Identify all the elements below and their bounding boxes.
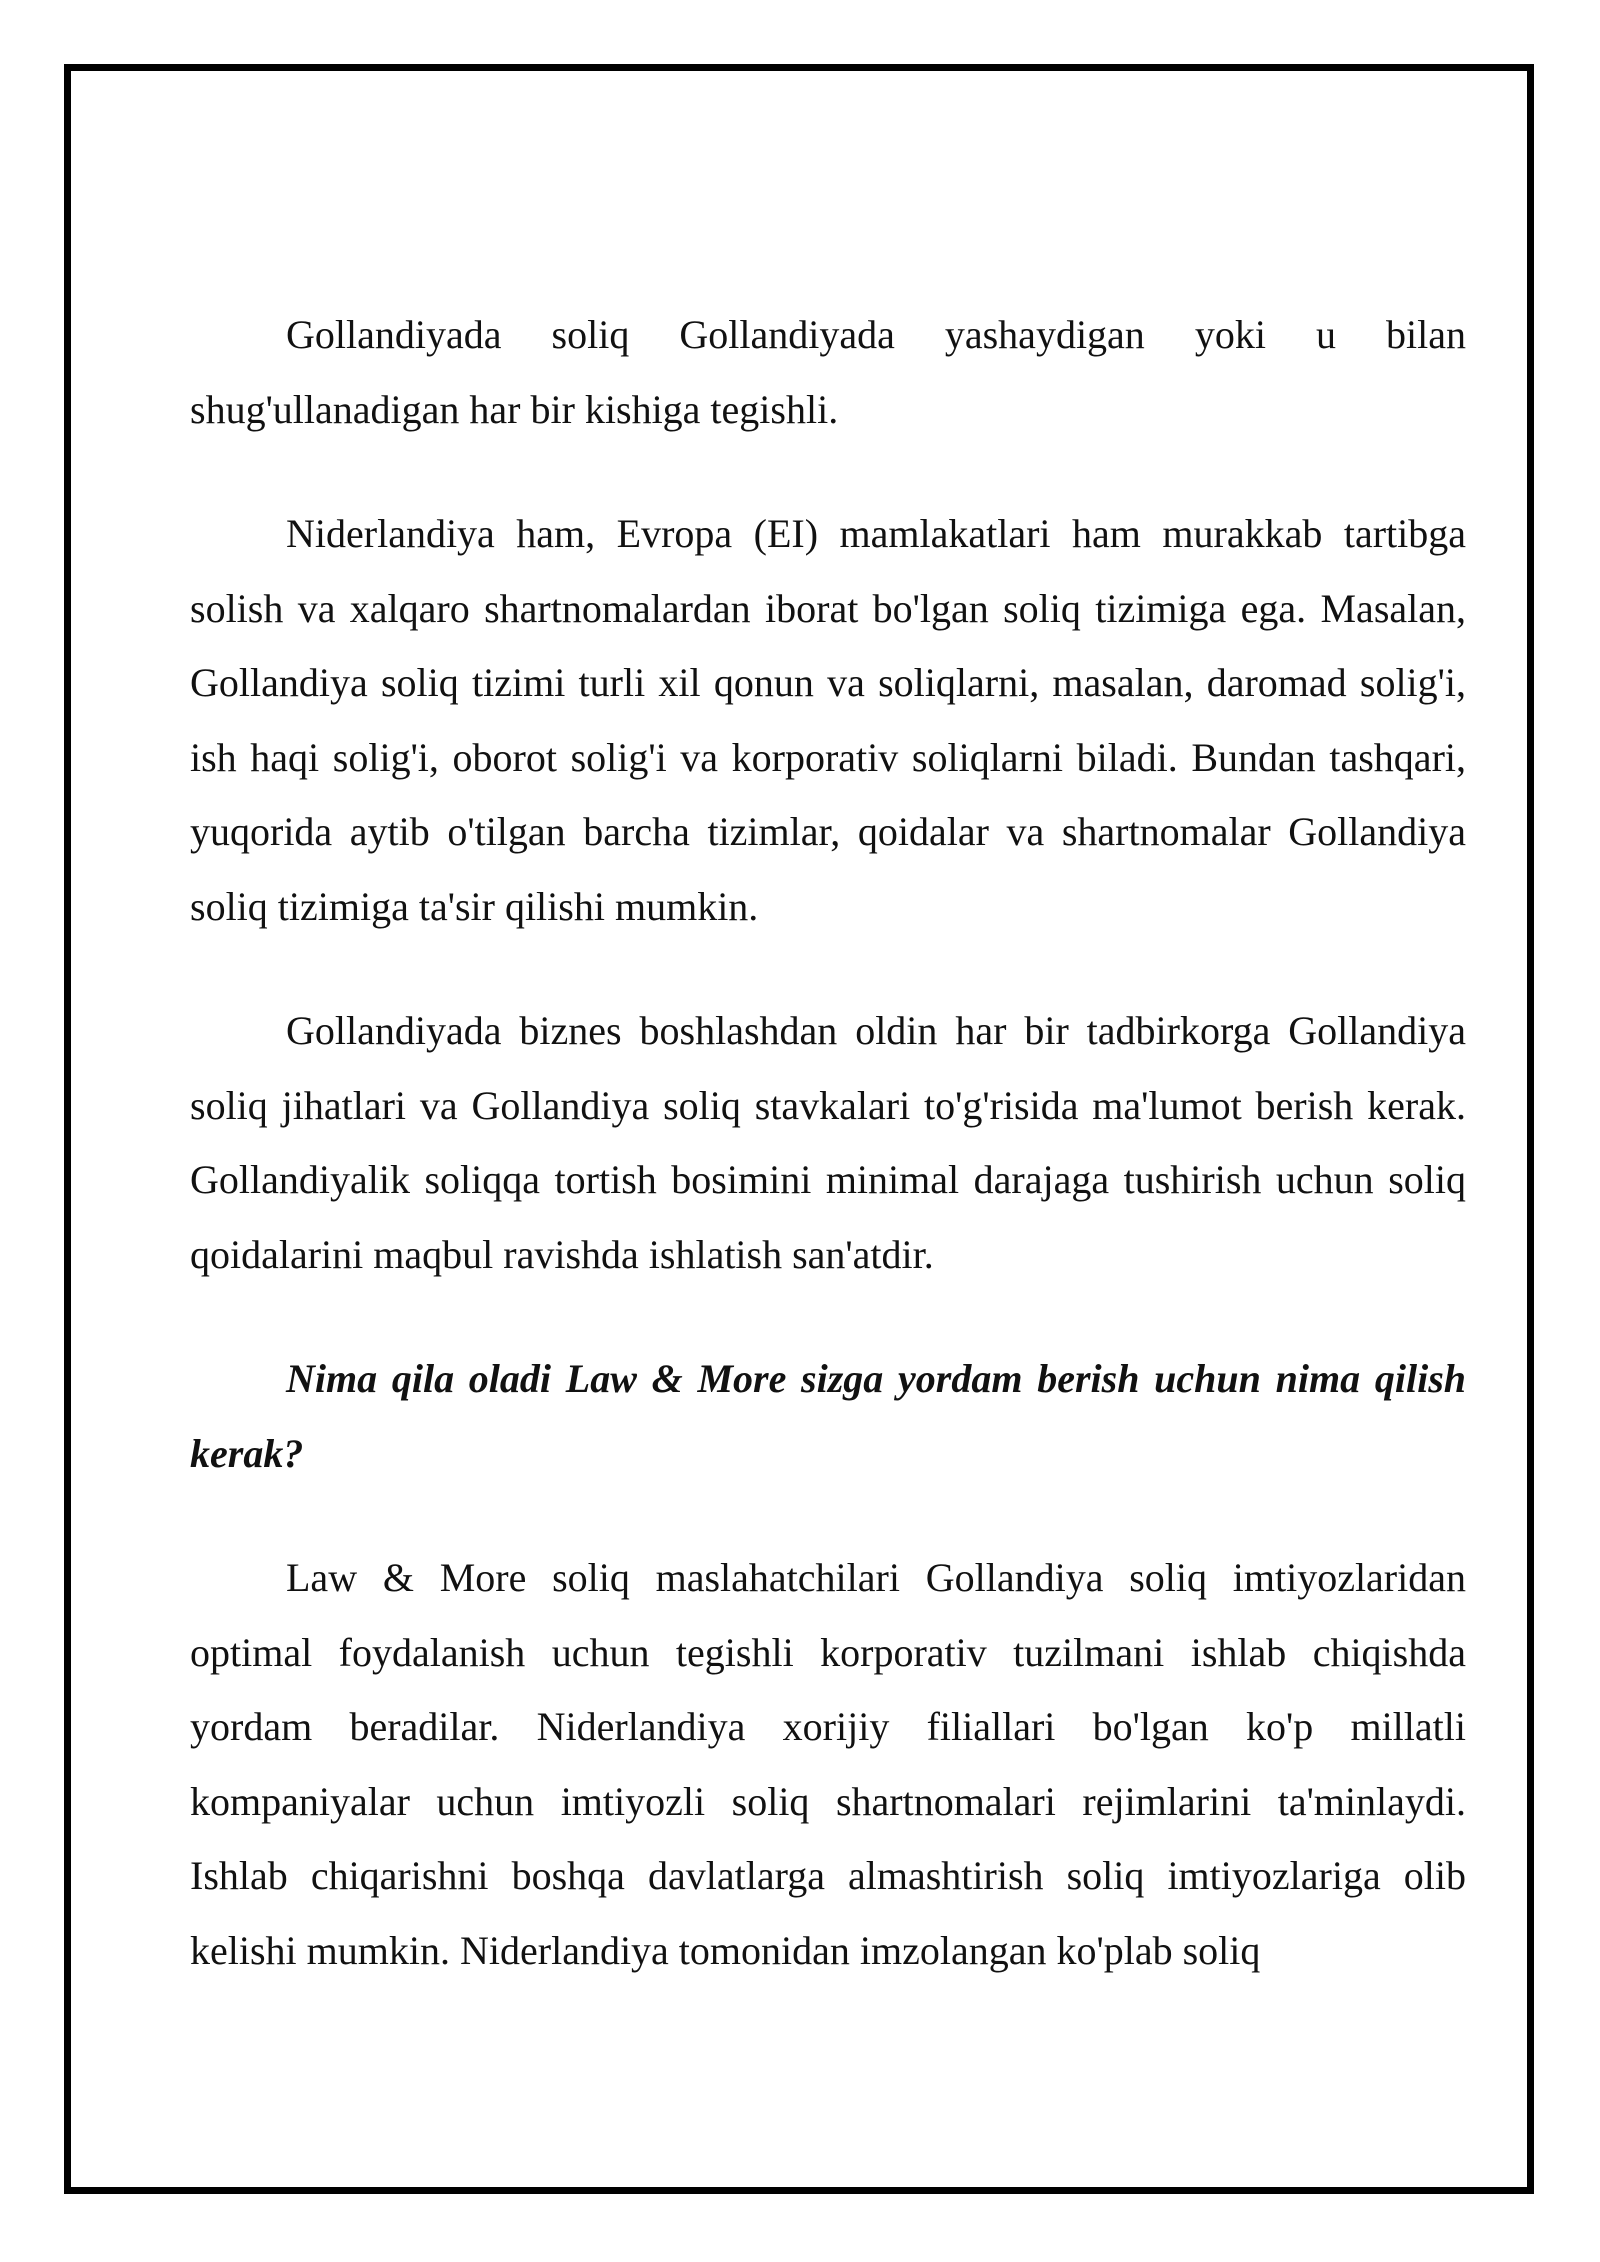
section-heading: Nima qila oladi Law & More sizga yordam berish uchun nima qilish kerak? — [190, 1356, 1466, 1476]
document-body — [190, 298, 1466, 2038]
paragraph-tax-applicability: Gollandiyada soliq Gollandiyada yashaydigan yoki u bilan shug'ullanadigan har bir kishiga tegishli. — [190, 312, 1466, 432]
paragraph-tax-system: Niderlandiya ham, Evropa (EI) mamlakatlari ham murakkab tartibga solish va xalqaro shartnomalardan iborat bo'lgan soliq tizimiga ega. Masalan, Gollandiya soliq tizimi turli xil qonun va soliqlarni, masalan, daromad solig'i, ish haqi solig'i, oborot solig'i va korporativ soliqlarni biladi. Bundan tashqari, yuqorida aytib o'tilgan barcha tizimlar, qoidalar va shartnomalar Gollandiya soliq tizimiga ta'sir qilishi mumkin. — [190, 511, 1466, 929]
paragraph-law-and-more: Law & More soliq maslahatchilari Gollandiya soliq imtiyozlaridan optimal foydalanish uchun tegishli korporativ tuzilmani ishlab chiqishda yordam beradilar. Niderlandiya xorijiy filiallari bo'lgan ko'p millatli kompaniyalar uchun imtiyozli soliq shartnomalari rejimlarini ta'minlaydi. Ishlab chiqarishni boshqa davlatlarga almashtirish soliq imtiyozlariga olib kelishi mumkin. Niderlandiya tomonidan imzolangan ko'plab soliq — [190, 1555, 1466, 1973]
paragraph-business-start: Gollandiyada biznes boshlashdan oldin har bir tadbirkorga Gollandiya soliq jihatlari va Gollandiya soliq stavkalari to'g'risida ma'lumot berish kerak. Gollandiyalik soliqqa tortish bosimini minimal darajaga tushirish uchun soliq qoidalarini maqbul ravishda ishlatish san'atdir. — [190, 1008, 1466, 1277]
